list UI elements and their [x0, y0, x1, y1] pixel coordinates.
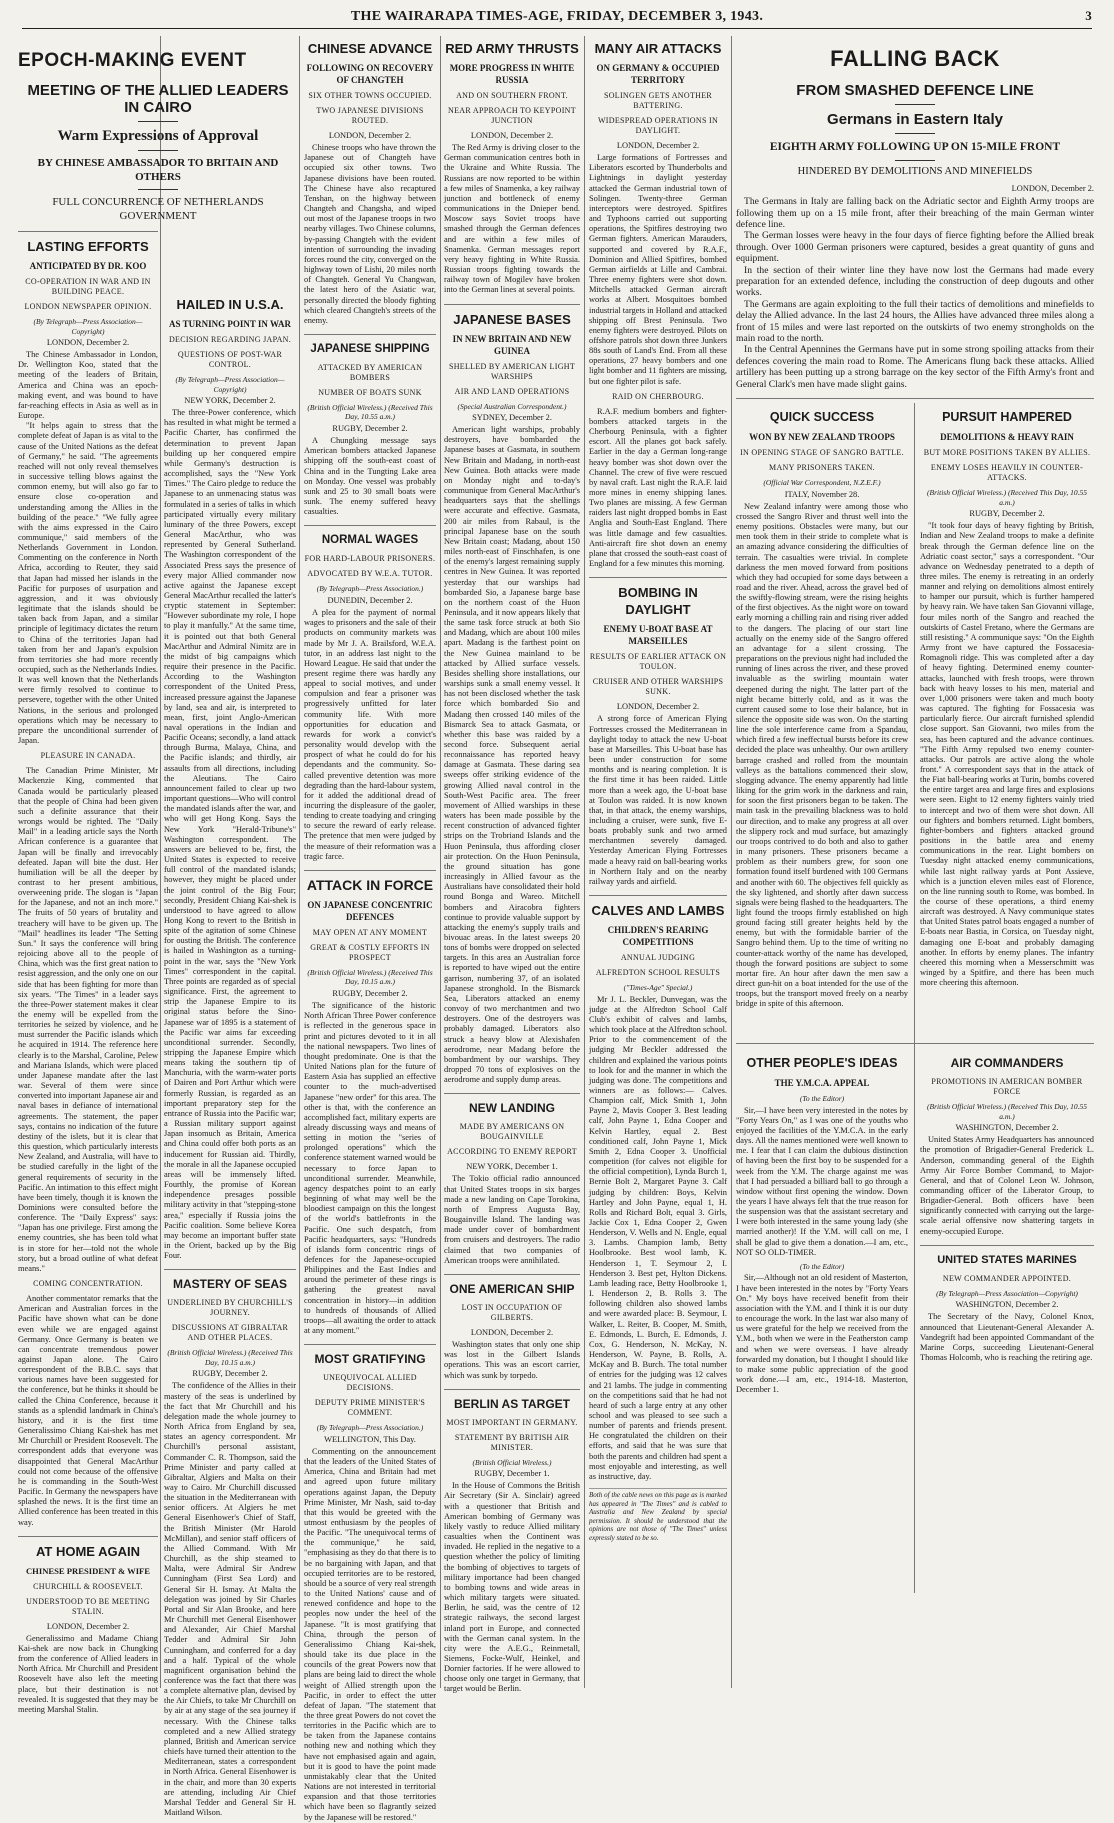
headline-quick-success: QUICK SUCCESS — [769, 410, 875, 425]
article-paragraph: Sir,—I have been very interested in the notes by "Forty Years On," as I was one of the youths who enjoyed the facilities of the Y.M.C.A. in the early days. All the names mentioned were well known to me. I fear that I can claim the dubious distinction of having been the first boy to be suspended for a week from the Y.M. The charge against me was that I had persuaded a billiard ball to go through a window without first opening the window. Down the years I have always felt that the true reason for the suspension was that the assistant secretary and I were both interested in the same young lady (she married another)! If the Y.M. will call on me, I shall be glad to give them a donation.—I am, etc., NOT SO OLD-TIMER. — [736, 1105, 908, 1257]
column-4 — [444, 36, 580, 1694]
dateline: SYDNEY, December 2. — [472, 413, 552, 422]
column-rule — [914, 403, 915, 1593]
deck-deputy-pm: DEPUTY PRIME MINISTER'S COMMENT. — [314, 1398, 426, 1418]
deck-american-bombers: ATTACKED BY AMERICAN BOMBERS — [317, 362, 423, 382]
divider — [138, 121, 178, 122]
headline-mastery: MASTERY OF SEAS — [172, 1277, 288, 1292]
deck-promotions: PROMOTIONS IN AMERICAN BOMBER FORCE — [931, 1077, 1083, 1097]
letter-to-editor: (To the Editor) — [799, 1094, 845, 1104]
divider — [444, 1274, 580, 1275]
column-3 — [304, 36, 436, 1822]
article-paragraph: The Germans are again exploiting to the full their tactics of demolitions and minefields to delay the Allied advance. In the last 24 hours, the Allies have advanced three miles along a front of 15 miles and were last reported on the outskirts of two enemy strongholds on the main road to the north. — [736, 298, 1094, 345]
credit-line: (By Telegraph—Press Association—Copyright) — [936, 1288, 1078, 1298]
headline-pursuit: PURSUIT HAMPERED — [942, 410, 1072, 425]
deck-annual-judging: ANNUAL JUDGING — [620, 953, 696, 963]
column-rule — [299, 36, 300, 1688]
deck-chinese-president: CHINESE PRESIDENT & WIFE — [25, 1565, 151, 1576]
deck-koo: ANTICIPATED BY DR. KOO — [29, 261, 147, 271]
divider — [589, 895, 727, 896]
credit-line: (British Official Wireless.) (Received This Day, 10.15 a.m.) — [307, 967, 433, 987]
credit-line: (Official War Correspondent, N.Z.E.F.) — [763, 478, 881, 488]
headline-marines: UNITED STATES MARINES — [937, 1253, 1077, 1266]
subhead: COMING CONCENTRATION. — [33, 1279, 143, 1289]
dateline: NEW YORK, December 1. — [466, 1162, 558, 1172]
headline-most-gratifying: MOST GRATIFYING — [314, 1352, 426, 1367]
dateline: RUGBY, December 2. — [332, 423, 408, 433]
divider — [736, 398, 1094, 399]
deck-toulon: RESULTS OF EARLIER ATTACK ON TOULON. — [589, 652, 727, 672]
deck-changteh: FOLLOWING ON RECOVERY OF CHANGTEH — [306, 63, 434, 85]
credit-line: (By Telegraph—Press Association—Copyright) — [175, 375, 285, 394]
article-paragraph: The Secretary of the Navy, Colonel Knox, announced that Lieutenant-General Alexander A. Vandegrift had been appointed Commandant of the Marine Corps, succeeding Lieutenant-General Thomas Holcomb, who is reaching the retiring age. — [920, 1312, 1094, 1363]
dateline: LONDON, December 2. — [1011, 184, 1094, 193]
article-paragraph: New Zealand infantry were among those who crossed the Sangro River and thrust well into the enemy positions. Obstacles were many, but our men took them in their stride to complete what is an amazing advance considering the difficulties of terrain. The casualties were trivial. In complete darkness the men moved forward from positions which they had occupied for some days between a road and the river. Ahead, across the gravel bed of the swiftly-flowing stream, were the rising heights of the first objectives. As the night wore on toward early morning a chilling rain and rising river added to the dangers. The placing of our start line actually on the enemy side of the Sangro offered an advantage for a silent crossing. The preparations on the previous night had included the running of lines across the river, and these proved invaluable as the swirling mountain water deepened during the night. The latter part of the night became bitterly cold, and as it was the current caused some to lose their balance, but in silence the opposite side was won. On the starting line the sole interference came from a Spandau, which fired a few ineffectual bursts before its crew decided the place was unhealthy. Our own artillery barrage crashed and rolled from the mountain valleys as the battalions commenced their slow, slogging advance. The enemy apparently had little liking for the grim work in the darkness and rain, for soon the first prisoners began to be taken. The main task in the prevailing blackness was to hold our direction, and to make any progress at all over the slippery rock and mud surface, but amazingly our troops contrived to do both and also to gather in many prisoners. These prisoners became a problem as their numbers grew, for soon one formation found itself burdened with 100 Germans and another with 60. The objectives fell quickly as the sky lightened, and shortly after dawn success signals were being flashed to the headquarters. The light found the troops firmly established on high ground facing still greater heights held by the enemy, but with the formidable barrier of the Sangro behind them. Up to the time of writing no counter-attack worthy of the name has developed, though the forward positions are subject to some mortar fire. An hour after dawn the men saw a direct gun-hit on a boat intended for the use of the troops, but the transport moved freely on a nearby bridge in spite of this afternoon. — [736, 501, 908, 1009]
divider — [304, 870, 436, 871]
deck-netherlands: FULL CONCURRENCE OF NETHERLANDS GOVERNMENT — [52, 196, 264, 222]
dateline: RUGBY, December 2. — [332, 988, 408, 998]
dateline: LONDON, December 2. — [46, 338, 130, 347]
credit-line: (British Official Wireless.) — [472, 1457, 552, 1467]
deck-white-russia: MORE PROGRESS IN WHITE RUSSIA — [449, 63, 575, 85]
deck-solingen: SOLINGEN GETS ANOTHER BATTERING. — [603, 91, 713, 110]
article-paragraph: In the House of Commons the British Air Secretary (Sir A. Sinclair) agreed with a questioner that British and American bombing of Germany was likely vastly to reduce Allied military casualties when the Continent was invaded. He replied in the negative to a question whether the policy of limiting the bombing of objectives to targets of military importance had been changed to bombing towns and wide areas in which military targets were situated. Berlin, he said, was the centre of 12 strategic railways, the second largest inland port in Europe, and connected with the German canal system. In the city were the A.E.G., Reinmetall, Siemens, Focke-Wulf, Heinkel, and Dornier factories. If he were allowed to choose only one target in Germany, that target would be Berlin. — [444, 1481, 580, 1694]
headline-chinese-advance: CHINESE ADVANCE — [307, 41, 433, 56]
deck-counter-attacks: ENEMY LOSES HEAVILY IN COUNTER-ATTACKS. — [930, 463, 1084, 483]
divider — [138, 189, 178, 190]
headline-eastern-italy: Germans in Eastern Italy — [827, 111, 1003, 128]
deck-unequivocal: UNEQUIVOCAL ALLIED DECISIONS. — [323, 1373, 417, 1393]
divider — [18, 1536, 158, 1537]
dateline: LONDON, December 2. — [616, 141, 700, 150]
headline-lasting: LASTING EFFORTS — [27, 239, 149, 254]
deck-most-important: MOST IMPORTANT IN GERMANY. — [446, 1417, 578, 1427]
column-rule — [160, 36, 161, 1688]
air-column — [920, 1049, 1094, 1593]
column-2 — [164, 290, 296, 1817]
deck-rearing: CHILDREN'S REARING COMPETITIONS — [607, 925, 709, 948]
article-paragraph: The Canadian Prime Minister, Mr Mackenzie King, commented that Canada would be particularly pleased that the people of China had been given such a definite assurance that their wrongs would be righted. The "Daily Mail" in a leading article says the North African conference is a guarantee that Japan will be finally and irrevocably defeated. Japan will bite the dust. Her humiliation will be all the deeper by contrast to her present ambitious, overweening pride. The slogan is "Japan for the Japanese, and not an inch more." The fruits of 50 years of brutality and treachery will have to be given up. The "Mail" headlines its leader "The Setting Sun." It says the conference will bring rejoicing above all to the people of China, which was the first great nation to resist aggression, and the only one on our side that has been fighting for more than six years. "The Times" in a leader says the three-Power statement makes it clear the enemy will be expelled from the territories he seized by violence, and he must surrender the Pacific islands which he acquired in 1914. The reference here clearly is to the Marshal, Caroline, Pelew and Mariana Islands, which were placed under Japanese mandate after the last war. Several of them were since converted into important Japanese air and naval bases in defiance of international agreements. The statement, the paper says, contains no indication of the future destiny of the islets, but it is clear that this question, which particularly interests New Zealand, and Australia, will have to be studied carefully in the light of the general requirements of security in the Pacific. An intimation to this effect might have been timely, though it is known the Dominions were consulted before the conference. The "Daily Express" says: "Japan has one privilege. First among the enemy countries, she has been told what is in store for her—told not the whole story, but a broad outline of what defeat means." — [18, 766, 158, 1273]
dateline: LONDON, December 2. — [328, 131, 412, 140]
credit-line: (By Telegraph—Press Association.) — [316, 1423, 424, 1433]
headline-japanese-shipping: JAPANESE SHIPPING — [310, 342, 430, 355]
divider — [18, 231, 158, 232]
masthead — [22, 6, 1092, 29]
headline-new-landing: NEW LANDING — [469, 1101, 555, 1116]
dateline: LONDON, December 2. — [616, 702, 700, 712]
deck-germany-territory: ON GERMANY & OCCUPIED TERRITORY — [596, 63, 720, 85]
deck-new-britain: IN NEW BRITAIN AND NEW GUINEA — [452, 333, 572, 356]
credit-line: (British Official Wireless.) (Received This Day, 10.55 a.m.) — [927, 1102, 1087, 1121]
headline-other-ideas: OTHER PEOPLE'S IDEAS — [746, 1056, 898, 1071]
article-paragraph: The three-Power conference, which has resulted in what might be termed a Pacific Charter, has confirmed the determination to prevent Japan building up her conquered empire while Germany's destruction is accomplished, says the "New York Times." The Cairo pledge to reduce the Japanese to an unmenacing status was formulated in a series of talks in which participated virtually every military luminary of the three Powers, except General MacArthur, who was represented by General Sutherland. The Washington correspondent of the Associated Press says the presence of every major Allied commander now active against the Japanese except General MacArthur recalled the latter's cryptic statement in September: "However subordinate my role, I hope to play it manfully." At the same time, it is pointed out that both General MacArthur and Admiral Nimitz are in the midst of big campaigns which require their presence in the Pacific. According to the Washington correspondent of the United Press, increased pressure against the Japanese by land, sea and air, is interpreted to mean, first, joint Anglo-American naval operations in the Indian and Pacific Oceans; secondly, a land attack through Burma, Malaya, China, and the Pacific islands; and thirdly, air assaults from all directions, including the Aleutians. The Cairo announcement failed to clear up two important questions—Who will control the mandated islands after the war, and who will get Hong Kong. Says the New York "Herald-Tribune's" Washington correspondent. The answers are believed to be, first, the United States is expected to receive full control of the mandated islands; however, they might be placed under the joint control of the Big Four; secondly, President Chiang Kai-shek is understood to have agreed to allow Hong Kong to revert to the British in spite of the agitation of some Chinese for ousting the British. The conference is hailed in Washington as a turning-point in the war, says the "New York Times" correspondent in the capital. Three points are regarded as of special significance. First, the agreement to strip the Japanese Empire to its original status before the Sino-Japanese war of 1895 is a statement of the Pacific war aims far exceeding unconditional surrender. Secondly, stripping the Japanese Empire which means taking the southern tip of Manchuria, with the warm-water ports of Dairen and Port Arthur which were formerly Russian, is regarded as an important preparatory step for the entrance of Russia into the Pacific war; a Russian military support against Japan insomuch as Britain, America and China could offer both ports as an inducement for Russian aid. Thirdly, the morale in all the Japanese occupied areas will be immensely lifted. Fourthly, the promise of Korean independence presages possible military activity in that "stepping-stone area," especially if Russia joins the Pacific coalition. Some believe Korea may become an important buffer state in the Orient, backed up by the Big Four. — [164, 408, 296, 1261]
article-paragraph: American light warships, probably destroyers, have bombarded the Japanese bases at Gasmata, in southern New Britain and Madang, in north-east New Guinea. Both attacks were made on Monday night and to-day's communique from General MacArthur's headquarters says that the shellings were accurate and effective. Gasmata, 200 air miles from Rabaul, is the principal Japanese base on the south New Britain coast; Madang, about 150 miles north-east of Finschhafen, is one of the enemy's largest remaining supply centres in New Guinea. It was reported yesterday that our warships had bombarded Sio, a Japanese barge base on the northern coast of the Huon Peninsula, and it now appears likely that the same task force struck at both Sio and Madang, which are about 100 miles apart. Madang is the farthest point on the New Guinea mainland to be attacked by Allied surface vessels. Besides shelling shore installations, our warships sunk a small enemy vessel. It has not been disclosed whether the task force which bombarded Sio and Madang then crossed 140 miles of the Bismarck Sea to attack Gasmata, or whether this base was raided by a second force. Subsequent aerial reconnaissance has reported heavy damage at Gasmata. These daring sea sweeps offer striking evidence of the growing Allied naval control in the South-West Pacific area. The freer movement of Allied warships in these waters has been made possible by the recent construction of advanced fighter strips on the Trobriand Islands and the Huon Peninsula, thus affording closer air protection. On the Huon Peninsula, the ground situation has gone increasingly in Allied favour as the Australians have consolidated their hold round Bonga and Wareo. Mitchell bombers and Airacobra fighters continue to provide valuable support by attacking the enemy's supply trails and bivouac areas. In the latest sweeps 20 tons of bombs were dropped on selected targets. In this area an Australian force is reported to have wiped out the entire garrison, numbering 37, of an isolated Japanese stronghold. In the Bismarck Sea, Liberators attacked an enemy convoy of two merchantmen and two destroyers. One of the destroyers was probably damaged. Liberators also struck a heavy blow at Alexishafen aerodrome, near Madang before the bombardment by our warships. They dropped 70 tons of explosives on the aerodrome and supply dump areas. — [444, 425, 580, 1085]
subhead: PLEASURE IN CANADA. — [40, 751, 136, 761]
article-paragraph: The Red Army is driving closer to the German communication centres both in the Ukraine and White Russia. The Russians are now reported to be within a few miles of Snamenka, a key railway junction and bottleneck of enemy communications in the Dnieper bend. Moscow says Soviet troops have smashed through the German defences and are within a few miles of Snamenka. German messages report very heavy fighting in White Russia. Russian troops fighting towards the railway town of Mogilev have broken into the German lines at several points. — [444, 143, 580, 295]
deck-southern-front: AND ON SOUTHERN FRONT. — [456, 91, 568, 100]
article-paragraph: R.A.F. medium bombers and fighter-bombers attacked targets in the Cherbourg Peninsula, with a fighter escort. All the planes got back safely. Earlier in the day a German long-range heavy bomber was shot down over the Channel. The crew of five were rescued by naval craft. Last night the R.A.F. laid more mines in enemy shipping lanes. Two planes are missing. A few German raiders last night dropped bombs in East Anglia and South-East England. There was little damage and few casualties. Anti-aircraft fire shot down an enemy plane that crossed the south-east coast of England for a few minutes this morning. — [589, 406, 727, 569]
headline-meeting: MEETING OF THE ALLIED LEADERS IN CAIRO — [27, 82, 289, 116]
divider — [138, 150, 178, 151]
article-paragraph: Chinese troops who have thrown the Japanese out of Changteh have occupied six other towns. Two Japanese divisions have been routed. The Chinese have also recaptured Tenshan, on the highway between Changteh and Changsha, and wiped out most of the Japanese troops in two nearby villages. Two Chinese columns, by-passing Changteh with the evident intention of surrounding the invading forces round the city, converged on the highway town of Lishi, 20 miles north of Changteh. General Yu Changwan, the latest hero of the Asiatic war, personally directed the bloody fighting which cleared Changteh's streets of the enemy. — [304, 143, 436, 325]
article-paragraph: Mr J. L. Beckler, Dunvegan, was the judge at the Alfredton School Calf Club's exhibit of calves and lambs, which took place at the Alfredton school. Prior to the commencement of the judging Mr Beckler addressed the children and explained the various points to look for and the manner in which the judging was done. The competitions and winners are as follows:— Calves. Champion calf, Mick Smith 1, John Payne 2, Mavis Cooper 3. Best leading calf, John Payne 1, Edna Cooper and Kelvin Hartley, equal 2. Best conditioned calf, John Payne 1, Mick Smith 2, Edna Cooper 3. Unofficial competition (for calves not eligible for the official competition), Lynda Burch 1, Bernie Bolt 2, Margaret Payne 3. Calf judging by children: Boys, Kelvin Hartley and John Payne, equal 1, H. Rolls and Richard Bolt, equal 3. Girls, Jackie Cox 1, Edna Cooper 2, Gwen Henderson, V. Wells and N. Engle, equal 3. Lambs. Champion lamb, Betty Hoolbrooke. Best wool lamb, K. Henderson 1, T. Seymour 2, I. Henderson 3. Best pet, Hylton Dickens. Lamb leading race, Betty Hoolbrooke 1, I. Henderson 2, B. Rolls 3. The following children also showed lambs and were awarded place: B. Seymour, I. Walker, L. Reiter, B. Cooper, M. Smith, E. Edmonds, L. Burch, E. Edmonds, J. Cox, G. Henderson, N. McKay, N. Henderson, W. Payne, B. Rolls, A. McKay and B. Burch. The total number of entries for the judging was 12 calves and 21 lambs. The judge in commenting on the competitions said that he had not heard of such a large entry at any other school and was pleased to see such a number of parents and friends present. He congratulated the children on their efforts, and said that he was sure that both the parents and children had spent a most enjoyable and interesting, as well as instructive, day. — [589, 994, 727, 1481]
dateline: RUGBY, December 2. — [192, 1369, 268, 1379]
divider — [444, 1093, 580, 1094]
divider — [304, 334, 436, 335]
ideas-column — [736, 1049, 908, 1593]
headline-falling-back: FALLING BACK — [830, 46, 1000, 71]
article-paragraph: The Germans in Italy are falling back on the Adriatic sector and Eighth Army troops are following them up on a 15 mile front, after their breaching of the main German winter defence line. — [736, 196, 1094, 230]
headline-bombing-daylight: BOMBING IN DAYLIGHT — [618, 585, 698, 618]
divider — [895, 133, 935, 134]
deck-prisoners: FOR HARD-LABOUR PRISONERS. — [304, 554, 436, 564]
dateline: DUNEDIN, December 2. — [327, 595, 413, 605]
article-paragraph: Another commentator remarks that the American and Australian forces in the Pacific have shown what can be done even while we are engaged against Germany. Once Germany is beaten we can concentrate tremendous power against Japan alone. The Cairo correspondent of the B.B.C. says that various names have been suggested for the conference, but he thinks it should be called the China Conference, because it stands as a splendid landmark in China's history, and it is the first time Generalissimo Chiang Kai-shek has met Mr Churchill or President Roosevelt. The correspondent adds that everyone was disappointed that General MacArthur could not come because of the offensive he is commanding in the South-West Pacific. In Germany the newspapers have splashed the news. It is the first time an Allied conference has been treated in this way. — [18, 1294, 158, 1527]
headline-hailed: HAILED IN U.S.A. — [176, 297, 284, 312]
divider — [304, 1344, 436, 1345]
column-rule — [731, 36, 732, 1688]
deck-marseilles: ENEMY U-BOAT BASE AT MARSEILLES — [603, 624, 713, 647]
article-paragraph: The Chinese Ambassador in London, Dr. Wellington Koo, stated that the meeting of the leaders of Britain, America and China was an epoch-making event, and was bound to have far-reaching effects in Asia as well as in Europe. — [18, 350, 158, 421]
dateline: ITALY, November 28. — [784, 489, 860, 499]
headline-air-commanders: AIR COMMANDERS — [950, 1056, 1064, 1071]
dateline: WASHINGTON, December 2. — [955, 1300, 1059, 1310]
deck-costly-efforts: GREAT & COSTLY EFFORTS IN PROSPECT — [310, 942, 430, 962]
divider — [736, 1043, 1094, 1044]
credit-line: (Special Australian Correspondent.) — [457, 401, 567, 411]
divider — [444, 1389, 580, 1390]
deck-daylight-ops: WIDESPREAD OPERATIONS IN DAYLIGHT. — [597, 116, 719, 135]
headline-berlin-target: BERLIN AS TARGET — [454, 1396, 570, 1411]
article-paragraph: "It helps again to stress that the complete defeat of Japan is as vital to the cause of the United Nations as the defeat of Germany," he said. "The agreements reached will not only reveal themselves in successive telling blows against the common enemy, but will also go far to ensure close co-operation and understanding among the Allies in the building of the peace." "We fully agree with the aims expressed in the Cairo communique," said members of the Netherlands Government in London. Commenting on the conference in North Africa, according to Reuter, they said that Japan had missed her islands in the Pacific for purposes of usurpation and aggression, and it was obviously legitimate that the islands should be taken back from Japan, and a similar principle of legitimacy dictates the return to China of the territories Japan had taken from her and Japan's expulsion from territories she had more recently occupied, such as the Netherlands Indies. It was well known that the Netherlands were firmly resolved to continue to persevere, together with the other United Nations, in the serious and prolonged operations which may be necessary to prepare the unconditional surrender of Japan. — [18, 421, 158, 746]
column-5 — [589, 36, 727, 1686]
article-paragraph: The significance of the historic North African Three Power conference is reflected in the generous space in print and pictures devoted to it in all the national newspapers. Two lines of thought predominate. One is that the United Nations plan for the future of Eastern Asia has supplied an effective counter to the much-advertised Japanese "new order" for this area. The other is that, with the conference an accomplished fact, military experts are already discussing ways and means of setting in motion the "series of prolonged operations" which the conference statement warned would be necessary to force Japan to unconditional surrender. Meanwhile, agency despatches point to an early beginning of what may well be the bloodiest campaign on this the longest of the world's battlefronts in the Pacific. One such despatch, from Pacific headquarters, says: "Hundreds of islands form concentric rings of defences for the Japanese-occupied Philippines and the East Indies and around the perimeter of these rings is gathering the greatest naval concentration in history—in addition to hundreds of thousands of Allied troops—all awaiting the order to attack at any moment." — [304, 1001, 436, 1336]
deck-london-opinion: LONDON NEWSPAPER OPINION. — [24, 302, 152, 311]
deck-eighth-army: EIGHTH ARMY FOLLOWING UP ON 15-MILE FRONT — [769, 141, 1061, 153]
credit-line: (British Official Wireless.) (Received This Day, 10.55 a.m.) — [307, 402, 433, 422]
deck-boats-sunk: NUMBER OF BOATS SUNK — [318, 387, 422, 397]
deck-churchill: CHURCHILL & ROOSEVELT. — [33, 1581, 143, 1591]
article-paragraph: "It took four days of heavy fighting by British, Indian and New Zealand troops to make a definite break through the German defence line on the Adriatic coast sector," says a correspondent. "Our advance on Wednesday penetrated to a depth of three miles. The enemy is retreating in an orderly manner and relying on demolitions almost entirely to hamper our pursuit, which is further hampered by heavy rain. We have taken San Giovanni village, four miles north of the Sangro and reached the outskirts of Castel Fretano, where the Germans are still resisting." A communique says: "On the Eighth Army front we have captured the Fossacesia-Romagnoli ridge. This was completed after a day of heavy fighting. Determined enemy counter-attacks, launched with fresh troops, were thrown back with heavy losses to his men, material and over 1,000 prisoners were taken and much booty was captured. The fighting for Fossacesia was particularly fierce. Our aircraft furnished splendid close support. San Giovanni, two miles from the sea, has been captured and the advance continues. "The Fifth Army repulsed two enemy counter-attacks. Our patrols are active along the whole front." A correspondent says that in the attack of the Fiat ball-bearing works at Turin, bombs covered the entire target area and large fires and explosions were seen. Eight to 12 enemy fighters vainly tried to intercept and two of them were shot down. All our fighters and bombers returned. Light bombers, fighter-bombers and fighters attacked ground positions in the battle area and enemy communications in the rear. Light bombers on Tuesday night attacked enemy communications, while last night railway yards at Pont Assieve, which is a junction eleven miles east of Florence, on the line running south to Rome, was bombed. In the course of these operations, a third enemy aircraft was destroyed. A Navy communique states that United States patrol boats engaged a number of E-boats near Bastia, in Corsica, on Tuesday night, damaging one E-boat and probably damaging another. In efforts by enemy planes. The infantry cheered this morning when a Messerschmitt was winged by a Spitfire, and there has been much more cheering this afternoon. — [920, 521, 1094, 988]
headline-attack-in-force: ATTACK IN FORCE — [306, 876, 434, 893]
article-paragraph: Generalissimo and Madame Chiang Kai-shek are now back in Chungking from the conference of Allied leaders in North Africa. Mr Churchill and President Roosevelt have also left the meeting place, but their destination is not revealed. It is suggested that they may be meeting Marshal Stalin. — [18, 1633, 158, 1714]
article-paragraph: The German losses were heavy in the four days of fierce fighting before the Allied break through. Over 1000 German prisoners were captured, besides a great quantity of guns and equipment. — [736, 230, 1094, 265]
subhead: RAID ON CHERBOURG. — [612, 391, 704, 401]
article-paragraph: Commenting on the announcement that the leaders of the United States of America, China and Britain had met and agreed upon future military operations against Japan, the Deputy Prime Minister, Mr Nash, said to-day that this would be greeted with the utmost enthusiasm by the peoples of the Pacific. "The unequivocal terms of the communique," he said, "emphasising as they do that there is to be no bargaining with Japan, and that occupied territories are to be restored, should be a source of very real strength to the United Nations' cause and of renewed confidence and hope to the peoples now under the heel of the Japanese. "It is most gratifying that China, through the person of Generalissimo Chiang Kai-shek, should take its due place in the councils of the great Powers now that plans are being laid to direct the whole weight of Allied strength upon the Pacific, in order to effect the utter defeat of Japan. "The statement that the three great Powers do not covet the territories in the Pacific which are to be taken from the Japanese contains nothing new and nothing which they have not emphasised again and again, but it is good to have the point made unmistakably clear that the United Nations are not interested in territorial expansion and that those territories which have been so flagrantly seized by the Japanese will be restored." — [304, 1446, 436, 1822]
deck-ambassador: BY CHINESE AMBASSADOR TO BRITAIN AND OTHERS — [37, 157, 279, 183]
article-paragraph: The confidence of the Allies in their mastery of the seas is underlined by the fact that Mr Churchill and his delegation made the whole journey to North Africa from England by sea, states an agency correspondent. Mr Churchill's personal assistant, Commander C. R. Thompson, said the Prime Minister and party called at Gibraltar, Algiers and Malta on their way to Cairo. Mr Churchill discussed the situation in the Mediterranean with senior officers. At Algiers he met General Eisenhower's Chief of Staff, the British Minister (Mr Harold McMillan), and senior staff officers of the Allied Command. With Mr Churchill, as the ship steamed to Malta, were Admiral Sir Andrew Cunningham (First Sea Lord) and General Sir H. Ismay. At Malta the delegation was joined by Sir Charles Portal and Sir Alan Brooke, and here Mr Churchill met General Eisenhower and Alexander, Air Chief Marshal Tedder and Admiral Sir John Cunningham, and conferred for a day and a half. Typical of the whole magnificent organisation behind the conference was the fact that there was a complete alternative plan, devised by the Air Chiefs, to take Mr Churchill on by air at any stage of the sea journey if necessary. With the Chinese talks completed and a new Allied strategy planned, British and American service chiefs have turned their attention to the Mediterranean, states a correspondent in North Africa. General Eisenhower is in the chair, and more than 30 experts are attending, including Air Chief Marshal Tedder and General Sir H. Maitland Wilson. — [164, 1381, 296, 1817]
divider — [164, 1269, 296, 1270]
deck-cooperation: CO-OPERATION IN WAR AND IN BUILDING PEACE. — [25, 277, 151, 296]
deck-stalin: UNDERSTOOD TO BE MEETING STALIN. — [26, 1596, 150, 1616]
deck-divisions-routed: TWO JAPANESE DIVISIONS ROUTED. — [316, 106, 424, 125]
article-paragraph: A Chungking message says American bombers attacked Japanese shipping off the south-east coast of China and in the Tungting Lake area on Monday. One vessel was probably sunk and 25 to 30 small boats were sunk. The enemy suffered heavy casualties. — [304, 436, 436, 517]
dateline: RUGBY, December 1. — [474, 1469, 550, 1479]
deck-keypoint: NEAR APPROACH TO KEYPOINT JUNCTION — [448, 106, 576, 125]
dateline: LONDON, December 2. — [46, 1621, 130, 1631]
deck-light-warships: SHELLED BY AMERICAN LIGHT WARSHIPS — [448, 361, 576, 381]
deck-heavy-rain: DEMOLITIONS & HEAVY RAIN — [940, 432, 1074, 443]
article-paragraph: In the Central Apennines the Germans have put in some strong spoiling attacks from their defences covering the main road to Rome. The Americans flung back these attacks. Allied artillery has been putting up a strong barrage on the key sector of the Fifth Army's front and General Clark's men have made slight gains. — [736, 344, 1094, 390]
headline-one-ship: ONE AMERICAN SHIP — [449, 1281, 575, 1296]
headline-approval: Warm Expressions of Approval — [57, 128, 259, 144]
dateline: NEW YORK, December 2. — [184, 396, 276, 405]
deck-air-minister: STATEMENT BY BRITISH AIR MINISTER. — [454, 1432, 570, 1452]
deck-sangro: IN OPENING STAGE OF SANGRO BATTLE. — [740, 448, 904, 458]
credit-line: ("Times-Age" Special.) — [623, 983, 693, 993]
headline-air-attacks: MANY AIR ATTACKS — [594, 41, 722, 56]
credit-line: (British Official Wireless.) (Received This Day, 10.15 a.m.) — [167, 1348, 293, 1367]
divider — [304, 525, 436, 526]
deck-new-commander: NEW COMMANDER APPOINTED. — [942, 1273, 1072, 1283]
article-paragraph: The Tokio official radio announced that United States troops in six barges made a new landing on Cape Torokina, north of Empress Augusta Bay, Bougainville Island. The landing was made under cover of bombardment from cruisers and destroyers. The radio claimed that two companies of American troops were annihilated. — [444, 1174, 580, 1265]
deck-turning-point: AS TURNING POINT IN WAR — [168, 319, 292, 329]
article-paragraph: In the section of their winter line they have now lost the Germans had made every preparation for an extended defence, including the construction of deep dugouts and other works. — [736, 264, 1094, 299]
deck-decision-japan: DECISION REGARDING JAPAN. — [168, 335, 292, 344]
quick-success-column — [736, 403, 908, 1038]
page-number: 3 — [1085, 8, 1092, 23]
deck-concentric-defences: ON JAPANESE CONCENTRIC DEFENCES — [307, 899, 433, 922]
deck-many-prisoners: MANY PRISONERS TAKEN. — [769, 463, 875, 473]
deck-ymca: THE Y.M.C.A. APPEAL — [774, 1078, 870, 1089]
headline-red-army: RED ARMY THRUSTS — [445, 41, 579, 56]
deck-air-land: AIR AND LAND OPERATIONS — [454, 386, 570, 396]
dateline: WELLINGTON, This Day. — [324, 1434, 416, 1444]
dateline: LONDON, December 2. — [470, 1327, 554, 1337]
column-rule — [440, 36, 441, 1688]
deck-alfredton: ALFREDTON SCHOOL RESULTS — [595, 968, 721, 978]
dateline: WASHINGTON, December 2. — [955, 1123, 1059, 1133]
divider — [444, 304, 580, 305]
article-paragraph: Sir,—Although not an old resident of Masterton, I have been interested in the notes by "Forty Years On." My boys have received benefit from their association with the Y.M. and I think it is our duty to encourage the work. In the last war also many of us were grateful for the help we received from the Y.M., both when we were in the Featherston camp and when we were overseas. I have already forwarded my donation, but I thought I should like to make some public appreciation of the good work done.—I am, etc., 1914-18. Masterton, December 1. — [736, 1273, 908, 1395]
headline-japanese-bases: JAPANESE BASES — [453, 311, 571, 327]
credit-line: (By Telegraph—Press Association—Copyright) — [33, 317, 143, 336]
column-rule — [584, 36, 585, 1688]
footnote: Both of the cable news on this page as is marked has appeared in "The Times" and is cabled to Australia and New Zealand by special permission. It should be understood that the opinions are not those of "The Times" unless expressly stated to be so. — [589, 1488, 727, 1542]
credit-line: (British Official Wireless.) (Received This Day, 10.55 a.m.) — [927, 488, 1087, 507]
dateline: LONDON, December 2. — [470, 131, 554, 140]
headline-home-again: AT HOME AGAIN — [36, 1543, 140, 1559]
deck-positions-taken: BUT MORE POSITIONS TAKEN BY ALLIES. — [923, 448, 1091, 458]
divider — [589, 577, 727, 578]
pursuit-column — [920, 403, 1094, 1038]
column-6 — [736, 36, 1094, 1686]
deck-post-war: QUESTIONS OF POST-WAR CONTROL. — [177, 350, 283, 369]
deck-demolitions: HINDERED BY DEMOLITIONS AND MINEFIELDS — [797, 166, 1033, 177]
headline-epoch: EPOCH-MAKING EVENT — [18, 50, 247, 71]
divider — [920, 1245, 1094, 1246]
headline-smashed-line: FROM SMASHED DEFENCE LINE — [796, 82, 1034, 99]
deck-any-moment: MAY OPEN AT ANY MOMENT — [312, 927, 428, 937]
headline-calves-lambs: CALVES AND LAMBS — [591, 903, 725, 919]
divider — [895, 160, 935, 161]
credit-line: (By Telegraph—Press Association.) — [316, 584, 424, 594]
deck-bougainville: MADE BY AMERICANS ON BOUGAINVILLE — [459, 1122, 565, 1142]
divider — [895, 104, 935, 105]
article-paragraph: Large formations of Fortresses and Liberators escorted by Thunderbolts and Lightnings in daylight yesterday attacked the German industrial town of Solingen. Twenty-three German interceptors were destroyed. Spitfires and Typhoons carried out supporting operations, the Spitfires destroying two German fighters. American Marauders, supported and covered by R.A.F., Dominion and Allied Spitfires, bombed German airfields at Lille and Cambrai. Three enemy fighters were shot down. Mitchells attacked German aircraft works at Albert. Mosquitoes bombed industrial targets in Holland and attacked shipping off Brest Peninsula. Two enemy fighters were destroyed. Pilots on offshore patrols shot down three Junkers 88s south of Land's End. From all these operations, 27 heavy bombers and one light bomber and 11 fighters are missing, but one fighter pilot is safe. — [589, 153, 727, 386]
article-paragraph: Washington states that only one ship was lost in the Gilbert Islands operations. This was an escort carrier, which was sunk by torpedo. — [444, 1340, 580, 1380]
dateline: RUGBY, December 2. — [969, 509, 1045, 519]
deck-churchill-journey: UNDERLINED BY CHURCHILL'S JOURNEY. — [167, 1298, 293, 1318]
masthead-title: THE WAIRARAPA TIMES-AGE, FRIDAY, DECEMBER 3, 1943. — [350, 9, 764, 24]
headline-normal-wages: NORMAL WAGES — [321, 534, 419, 547]
deck-wea-tutor: ADVOCATED BY W.E.A. TUTOR. — [307, 569, 433, 579]
article-paragraph: A plea for the payment of normal wages to prisoners and the sale of their products on community markets was made by Mr J. A. Brailsford, W.E.A. tutor, in an address last night to the Howard League. He said that under the present regime there was hardly any appeal to social motives, and under compulsion and fear a prisoner was progressively unfitted for later community life. With more opportunities for education and rewards for work a convict's personality would develop with the prospect of what he could do for his dependants and the community. So-called preventive detention was more degrading than the hard-labour system, for it added the additional dread of incurring the displeasure of the gaoler, tending to create toadying and cringing to secure the reward of early release. The pretence that men were judged by the measure of their reformation was a tragic farce. — [304, 608, 436, 861]
article-paragraph: A strong force of American Flying Fortresses crossed the Mediterranean in daylight today to attack the new U-boat base at Marseilles. This U-boat base has been under construction for some months and is nearing completion. It is the first time it has been raided. Little more than a week ago, the U-boat base at Toulon was raided. It is now known that, in that attack, the enemy warships, including a cruiser, were sunk, five E-boats probably sunk and two armed merchantmen severely damaged. Yesterday American Flying Fortresses made a heavy raid on ball-bearing works in Northern Italy and on the nearby railway yards and airfield. — [589, 714, 727, 886]
deck-gilberts: LOST IN OCCUPATION OF GILBERTS. — [461, 1302, 563, 1322]
deck-nz-troops: WON BY NEW ZEALAND TROOPS — [749, 432, 895, 443]
deck-six-towns: SIX OTHER TOWNS OCCUPIED. — [308, 91, 432, 100]
deck-enemy-report: ACCORDING TO ENEMY REPORT — [447, 1147, 577, 1157]
letter-to-editor: (To the Editor) — [799, 1261, 845, 1271]
deck-gibraltar: DISCUSSIONS AT GIBRALTAR AND OTHER PLACES. — [171, 1323, 289, 1343]
deck-cruiser-sunk: CRUISER AND OTHER WARSHIPS SUNK. — [592, 677, 724, 697]
article-paragraph: United States Army Headquarters has announced the promotion of Brigadier-General Frederick L. Anderson, commanding general of the Eighth Army Air Force Bomber Command, to Major-General, and that of Colonel Leon W. Johnson, commanding officer of the Liberator Group, to Brigadier-General. Both officers have been significantly connected with carrying out the large-scale aerial offensive now shattering targets in enemy-occupied Europe. — [920, 1135, 1094, 1236]
